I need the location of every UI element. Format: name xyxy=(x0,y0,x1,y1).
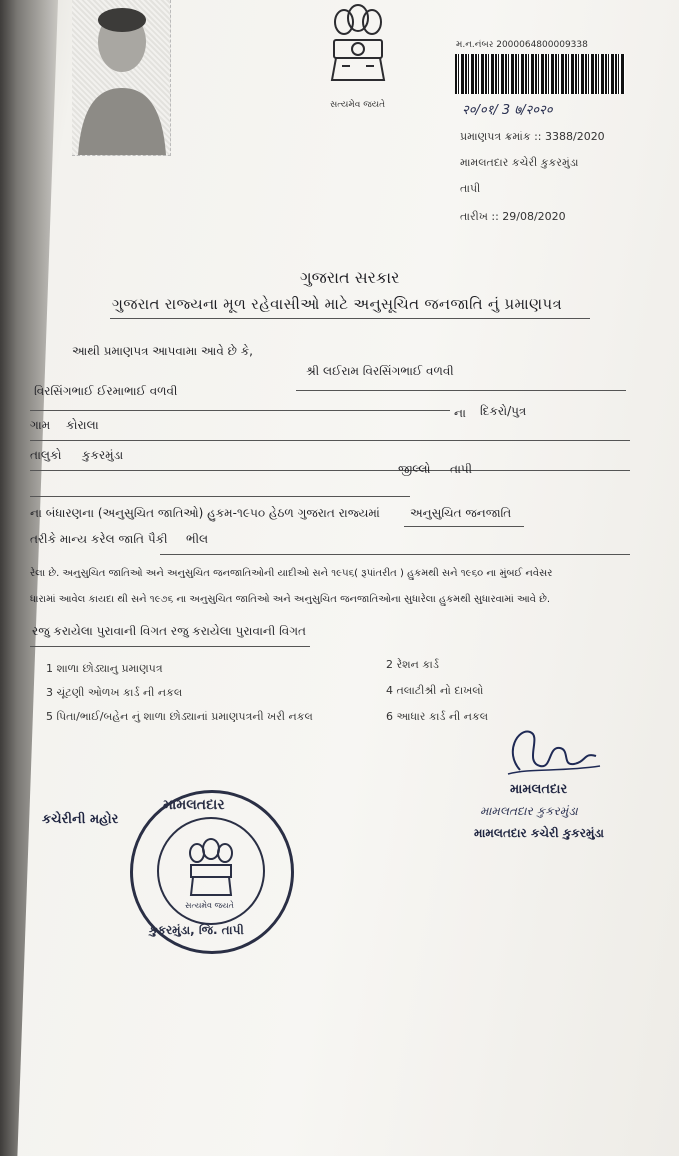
barcode xyxy=(455,54,625,94)
document-item: 6 આધાર કાર્ડ ની નકલ xyxy=(386,710,489,723)
village-value: કોરાલા xyxy=(66,418,99,432)
category-line xyxy=(404,526,524,527)
document-item: 2 રેશન કાર્ડ xyxy=(386,658,439,671)
village-line xyxy=(30,440,630,441)
office-stamp xyxy=(130,790,294,954)
document-item: 1 શાળા છોડ્યાનુ પ્રમાણપત્ર xyxy=(46,662,163,675)
stamp-top-text: મામલતદાર xyxy=(163,797,225,813)
applicant-photo xyxy=(72,0,171,156)
designation: મામલતદાર xyxy=(510,782,568,797)
stamp-caption: સત્યમેવ જયતે xyxy=(185,901,234,910)
document-item: 5 પિતા/ભાઈ/બહેન નું શાળા છોડ્યાનાં પ્રમાણપત્રની ખરી નકલ xyxy=(46,710,313,723)
category-value: અનુસુચિત જનજાતિ xyxy=(410,506,512,520)
office-line-1: મામલતદાર કુકરમુંડા xyxy=(480,804,578,818)
tribe-value: ભીલ xyxy=(186,532,209,546)
taluka-label: તાલુકો xyxy=(30,448,62,462)
certificate-title: ગુજરાત રાજ્યના મૂળ રહેવાસીઓ માટે અનુસૂચિત જનજાતિ નું પ્રમાણપત્ર xyxy=(112,295,562,313)
documents-heading: રજુ કરાયેલા પુરાવાની વિગત રજુ કરાયેલા પુરાવાની વિગત xyxy=(32,624,306,638)
certificate-number: પ્રમાણપત્ર ક્રમાંક :: 3388/2020 xyxy=(460,130,605,143)
tribe-line xyxy=(160,554,630,555)
intro-text: આથી પ્રમાણપત્ર આપવામા આવે છે કે, xyxy=(72,344,253,358)
document-item: 3 ચૂંટણી ઓળખ કાર્ડ ની નકલ xyxy=(46,686,183,699)
order-text: ના બંધારણના (અનુસુચિત જાતિઓ) હુકમ-૧૯૫૦ હેઠળ ગુજરાત રાજ્યમાં xyxy=(30,506,380,520)
title-underline xyxy=(110,318,590,319)
issue-date: તારીખ :: 29/08/2020 xyxy=(460,210,566,223)
village-label: ગામ xyxy=(30,418,51,432)
father-line xyxy=(30,410,450,411)
applicant-name: શ્રી લઈરામ વિરસિંગભાઈ વળવી xyxy=(306,364,454,378)
taluka-line xyxy=(30,470,630,471)
stamp-inner-ring xyxy=(157,817,265,925)
taluka-value: કુકરમુંડા xyxy=(82,448,124,462)
handwritten-number: २०/०१/ 3 ७/२०२० xyxy=(462,103,553,118)
name-line xyxy=(296,390,626,391)
emblem-caption: સત્યમેવ જયતે xyxy=(330,100,386,110)
office-line-2: મામલતદાર કચેરી કુકરમુંડા xyxy=(474,826,604,840)
national-emblem-icon xyxy=(322,4,394,110)
district-line xyxy=(30,496,410,497)
relation-value: દિકરો/પુત્ર xyxy=(480,404,527,418)
legal-paragraph-line2: ધારામાં આવેલ કાયદા થી સને ૧૯૭૬ ના અનુસુચિત જાતિઓ અને અનુસુચિત જનજાતિઓના સુધારેલા હુકમથી સુધારવામાં આવે છે. xyxy=(30,594,551,605)
serial-number: મ.ન.નંબર 2000064800009338 xyxy=(456,40,588,50)
government-title: ગુજરાત સરકાર xyxy=(300,268,400,287)
document-item: 4 તલાટીશ્રી નો દાખલો xyxy=(386,684,484,697)
stamp-bottom-text: કુકરમુંડા, જિ. તાપી xyxy=(149,923,244,937)
legal-paragraph-line1: રેલા છે. અનુસુચિત જાતિઓ અને અનુસુચિત જનજાતિઓની યાદીઓ સને ૧૯૫૬( રૂપાંતરીત ) હુકમથી સને ૧૯૬૦ ના મુંબઈ નવેસર xyxy=(30,568,553,579)
documents-underline xyxy=(30,646,310,647)
office-name: મામલતદાર કચેરી કુકરમુંડા xyxy=(460,156,579,169)
officer-signature xyxy=(500,722,610,780)
relation-label: ના xyxy=(454,406,466,420)
header-taluka: તાપી xyxy=(460,182,481,195)
seal-label: કચેરીની મહોર xyxy=(42,812,119,827)
father-name: વિરસિંગભાઈ ઈરમાભાઈ વળવી xyxy=(34,384,178,398)
tribe-label: તરીકે માન્ય કરેલ જાતિ પૈકી xyxy=(30,532,168,546)
district-label: જીલ્લો xyxy=(398,462,431,476)
district-value: તાપી xyxy=(450,462,473,476)
